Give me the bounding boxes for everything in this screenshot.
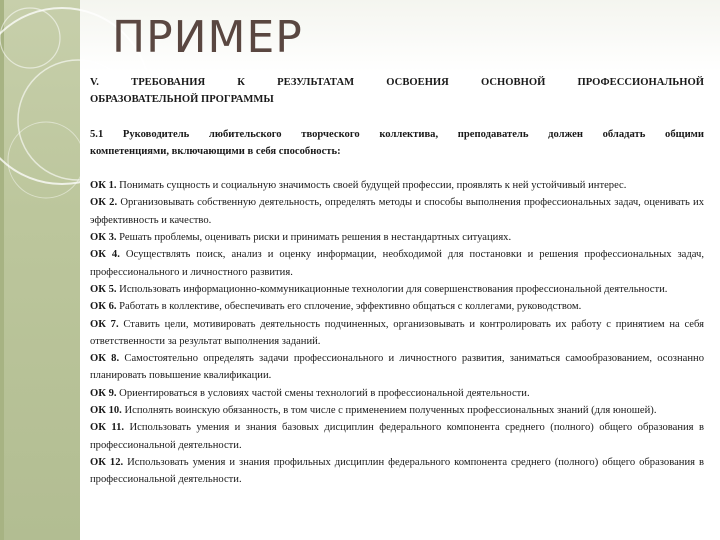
section-heading-line1: V. ТРЕБОВАНИЯ К РЕЗУЛЬТАТАМ ОСВОЕНИЯ ОСНОВНОЙ ПРОФЕССИОНАЛЬНОЙ — [90, 77, 704, 88]
competency-text: Ориентироваться в условиях частой смены технологий в профессиональной деятельности. — [116, 387, 530, 399]
slide-title: ПРИМЕР — [112, 12, 303, 63]
competency-code: ОК 2. — [90, 197, 118, 209]
competency-text: Решать проблемы, оценивать риски и принимать решения в нестандартных ситуациях. — [116, 232, 512, 244]
competency-item — [90, 385, 704, 402]
competency-code: ОК 8. — [90, 353, 120, 365]
competency-item — [90, 454, 704, 489]
competency-text: Исполнять воинскую обязанность, в том числе с применением полученных профессиональных знаний (для юношей). — [121, 405, 657, 417]
band-stripe — [0, 0, 4, 540]
competency-item — [90, 281, 704, 298]
section-heading-line2-text: ОБРАЗОВАТЕЛЬНОЙ ПРОГРАММЫ — [90, 94, 274, 106]
subsection-heading-line1: 5.1 Руководитель любительского творческого коллектива, преподаватель должен обладать общими — [90, 128, 704, 140]
subsection-heading-line2: компетенциями, включающими в себя способность: — [90, 145, 341, 157]
slide-content — [90, 74, 704, 489]
competency-code: ОК 4. — [90, 249, 120, 261]
competency-code: ОК 10. — [90, 405, 122, 417]
competency-code: ОК 7. — [90, 318, 119, 330]
competency-text: Использовать информационно-коммуникационные технологии для совершенствования профессиональной деятельности. — [116, 283, 668, 295]
subsection-heading — [90, 126, 704, 161]
competency-text: Работать в коллективе, обеспечивать его сплочение, эффективно общаться с коллегами, руководством. — [116, 301, 582, 313]
competency-item — [90, 350, 704, 385]
section-heading-line2 — [90, 91, 704, 108]
competency-text: Понимать сущность и социальную значимость своей будущей профессии, проявлять к ней устойчивый интерес. — [116, 180, 627, 192]
competency-code: ОК 12. — [90, 456, 124, 468]
competency-code: ОК 5. — [90, 283, 117, 295]
competency-item — [90, 177, 704, 194]
competency-text: Использовать умения и знания базовых дисциплин федерального компонента среднего (полного) общего образования в профессиональной деятельности. — [90, 422, 704, 451]
competency-item — [90, 246, 704, 281]
competency-text: Использовать умения и знания профильных дисциплин федерального компонента среднего (полного) общего образования в профессиональной деятельности. — [90, 456, 704, 486]
competency-item — [90, 229, 704, 246]
competency-item — [90, 419, 704, 454]
competency-item — [90, 316, 704, 351]
competency-text: Самостоятельно определять задачи профессионального и личностного развития, заниматься самообразованием, осознанно планировать повышение квалификации. — [90, 353, 704, 382]
competency-text: Ставить цели, мотивировать деятельность подчиненных, организовывать и контролировать их работу с принятием на себя ответственности за результат выполнения заданий. — [90, 318, 704, 347]
competency-code: ОК 6. — [90, 301, 117, 313]
competency-code: ОК 1. — [90, 180, 117, 192]
competency-item — [90, 298, 704, 315]
left-decorative-band — [0, 0, 80, 540]
competency-text: Организовывать собственную деятельность, определять методы и способы выполнения профессиональных задач, оценивать их эффективность и качество. — [90, 197, 705, 226]
competency-item — [90, 402, 704, 419]
spacer — [90, 109, 704, 126]
competency-text: Осуществлять поиск, анализ и оценку информации, необходимой для постановки и решения профессиональных задач, профессионального и личностного развития. — [90, 249, 705, 278]
spacer — [90, 160, 704, 177]
competency-code: ОК 9. — [90, 387, 117, 399]
competency-code: ОК 3. — [90, 232, 117, 244]
competency-code: ОК 11. — [90, 422, 125, 434]
competency-item — [90, 194, 704, 229]
